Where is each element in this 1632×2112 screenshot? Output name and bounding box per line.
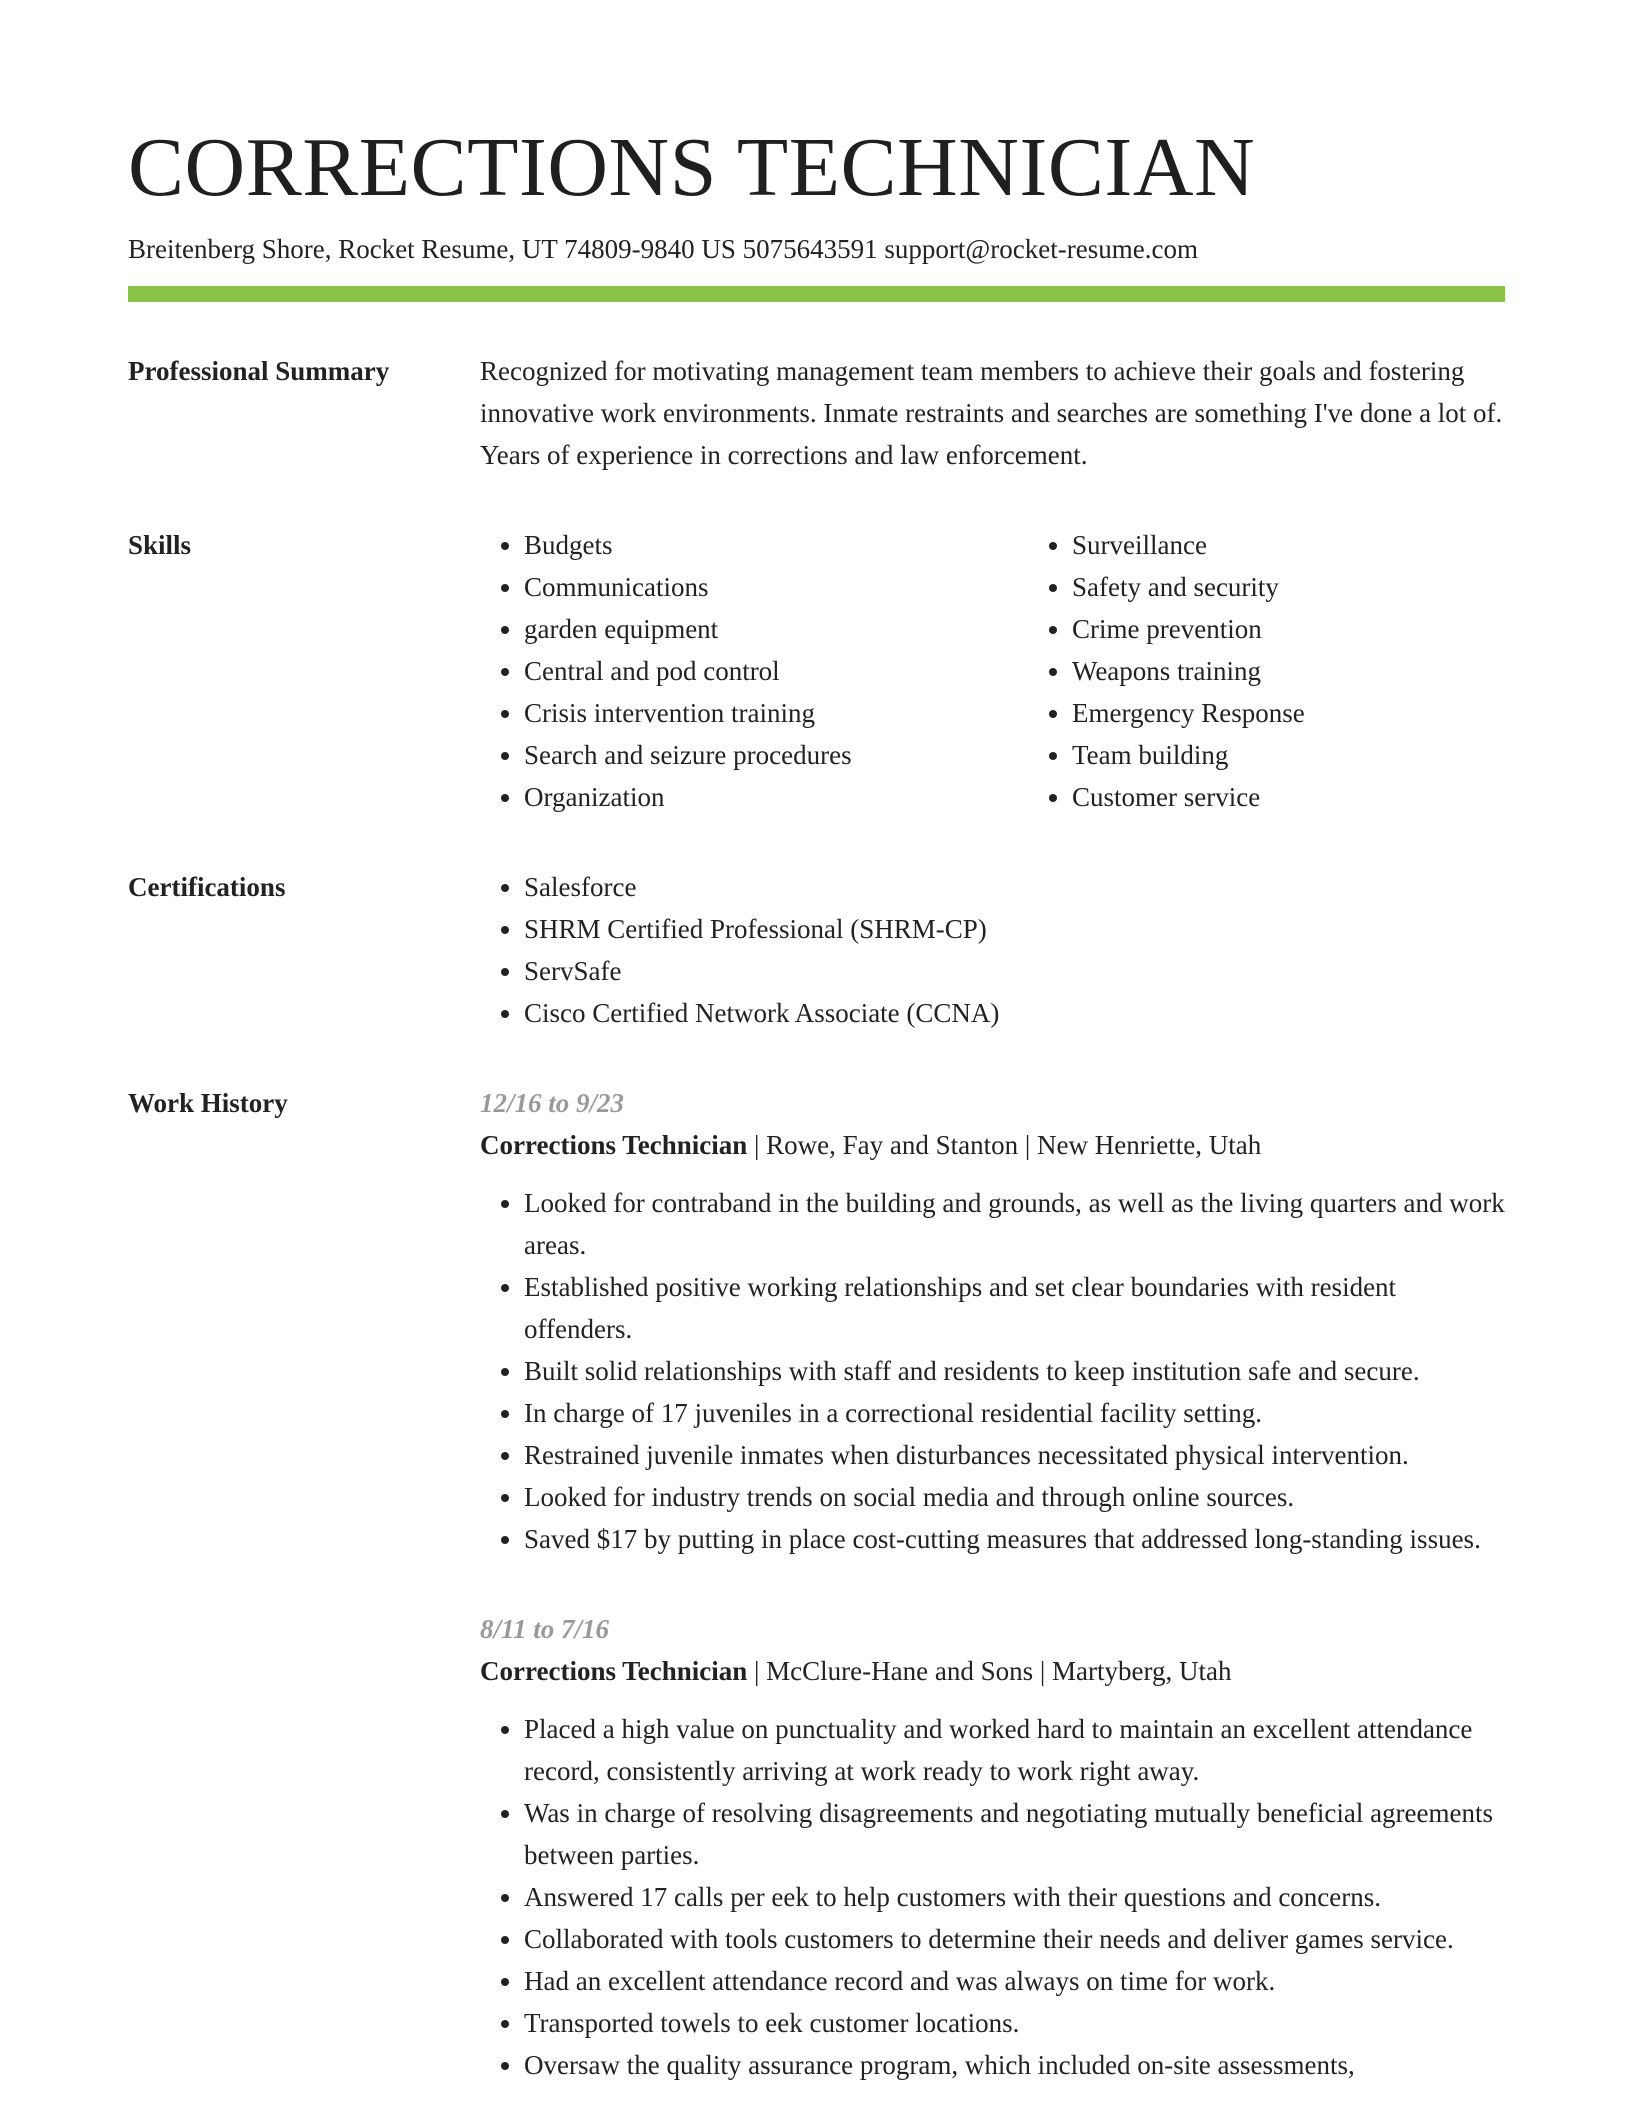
contact-address: Breitenberg Shore, Rocket Resume, UT 74809-9840 US <box>128 234 736 264</box>
job-duty-item: • Answered 17 calls per eek to help customers with their questions and concerns. <box>524 1876 1505 1918</box>
certifications-content <box>480 866 1505 1034</box>
skill-item: • Search and seizure procedures <box>524 734 1028 776</box>
skill-item: • garden equipment <box>524 608 1028 650</box>
skill-item: • Customer service <box>1072 776 1576 818</box>
job-duty-item: • Placed a high value on punctuality and worked hard to maintain an excellent attendance record, consistently arriving at work ready to work right away. <box>524 1708 1505 1792</box>
job-entry <box>480 1082 1505 1560</box>
resume-page <box>128 118 1505 2086</box>
summary-section <box>128 350 1505 476</box>
job-employer-location: | Rowe, Fay and Stanton | New Henriette, Utah <box>747 1130 1262 1160</box>
skills-column-2 <box>1028 524 1576 818</box>
job-duty-item: • Saved $17 by putting in place cost-cutting measures that addressed long-standing issues. <box>524 1518 1505 1560</box>
job-title: Corrections Technician <box>480 1130 748 1160</box>
certifications-section <box>128 866 1505 1034</box>
job-duty-item: • Established positive working relationships and set clear boundaries with resident offenders. <box>524 1266 1505 1350</box>
skills-section <box>128 524 1505 818</box>
job-duty-item: • Looked for contraband in the building and grounds, as well as the living quarters and work areas. <box>524 1182 1505 1266</box>
job-duties-list <box>480 1708 1505 2086</box>
resume-title: CORRECTIONS TECHNICIAN <box>128 121 1256 214</box>
skills-column-1 <box>480 524 1028 818</box>
contact-line <box>128 232 1505 266</box>
skill-item: • Emergency Response <box>1072 692 1576 734</box>
skills-label: Skills <box>128 530 192 560</box>
work-history-label: Work History <box>128 1088 288 1118</box>
job-dates: 12/16 to 9/23 <box>480 1088 625 1118</box>
job-duty-item: • Transported towels to eek customer locations. <box>524 2002 1505 2044</box>
job-duty-item: • Looked for industry trends on social media and through online sources. <box>524 1476 1505 1518</box>
job-duty-item: • Oversaw the quality assurance program, which included on-site assessments, <box>524 2044 1505 2086</box>
contact-email[interactable]: support@rocket-resume.com <box>884 234 1198 264</box>
skill-item: • Central and pod control <box>524 650 1028 692</box>
job-duty-item: • In charge of 17 juveniles in a correctional residential facility setting. <box>524 1392 1505 1434</box>
job-duty-item: • Was in charge of resolving disagreements and negotiating mutually beneficial agreements between parties. <box>524 1792 1505 1876</box>
skill-item: • Crime prevention <box>1072 608 1576 650</box>
certification-item: • Salesforce <box>524 866 1505 908</box>
contact-phone: 5075643591 <box>742 234 878 264</box>
skill-item: • Surveillance <box>1072 524 1576 566</box>
certifications-label: Certifications <box>128 872 286 902</box>
work-history-content <box>480 1082 1505 2086</box>
skill-item: • Budgets <box>524 524 1028 566</box>
certification-item: • SHRM Certified Professional (SHRM-CP) <box>524 908 1505 950</box>
skill-item: • Organization <box>524 776 1028 818</box>
job-duty-item: • Had an excellent attendance record and was always on time for work. <box>524 1960 1505 2002</box>
job-entry <box>480 1608 1505 2086</box>
skill-item: • Crisis intervention training <box>524 692 1028 734</box>
work-history-section <box>128 1082 1505 2086</box>
job-heading <box>480 1650 1505 1692</box>
certification-item: • ServSafe <box>524 950 1505 992</box>
skills-lists <box>480 524 1576 818</box>
job-title: Corrections Technician <box>480 1656 748 1686</box>
summary-text: Recognized for motivating management team members to achieve their goals and fostering innovative work environments. Inmate restraints and searches are something I've done a lot of. Years of experience in corrections and law enforcement. <box>480 356 1503 470</box>
job-duty-item: • Collaborated with tools customers to determine their needs and deliver games service. <box>524 1918 1505 1960</box>
skill-item: • Weapons training <box>1072 650 1576 692</box>
certifications-list <box>480 866 1505 1034</box>
skill-item: • Safety and security <box>1072 566 1576 608</box>
skill-item: • Communications <box>524 566 1028 608</box>
job-employer-location: | McClure-Hane and Sons | Martyberg, Utah <box>747 1656 1232 1686</box>
job-duty-item: • Restrained juvenile inmates when disturbances necessitated physical intervention. <box>524 1434 1505 1476</box>
header-divider <box>128 286 1505 302</box>
certification-item: • Cisco Certified Network Associate (CCNA) <box>524 992 1505 1034</box>
job-heading <box>480 1124 1505 1166</box>
summary-label: Professional Summary <box>128 356 390 386</box>
skill-item: • Team building <box>1072 734 1576 776</box>
job-duty-item: • Built solid relationships with staff and residents to keep institution safe and secure. <box>524 1350 1505 1392</box>
job-duties-list <box>480 1182 1505 1560</box>
job-dates: 8/11 to 7/16 <box>480 1614 610 1644</box>
